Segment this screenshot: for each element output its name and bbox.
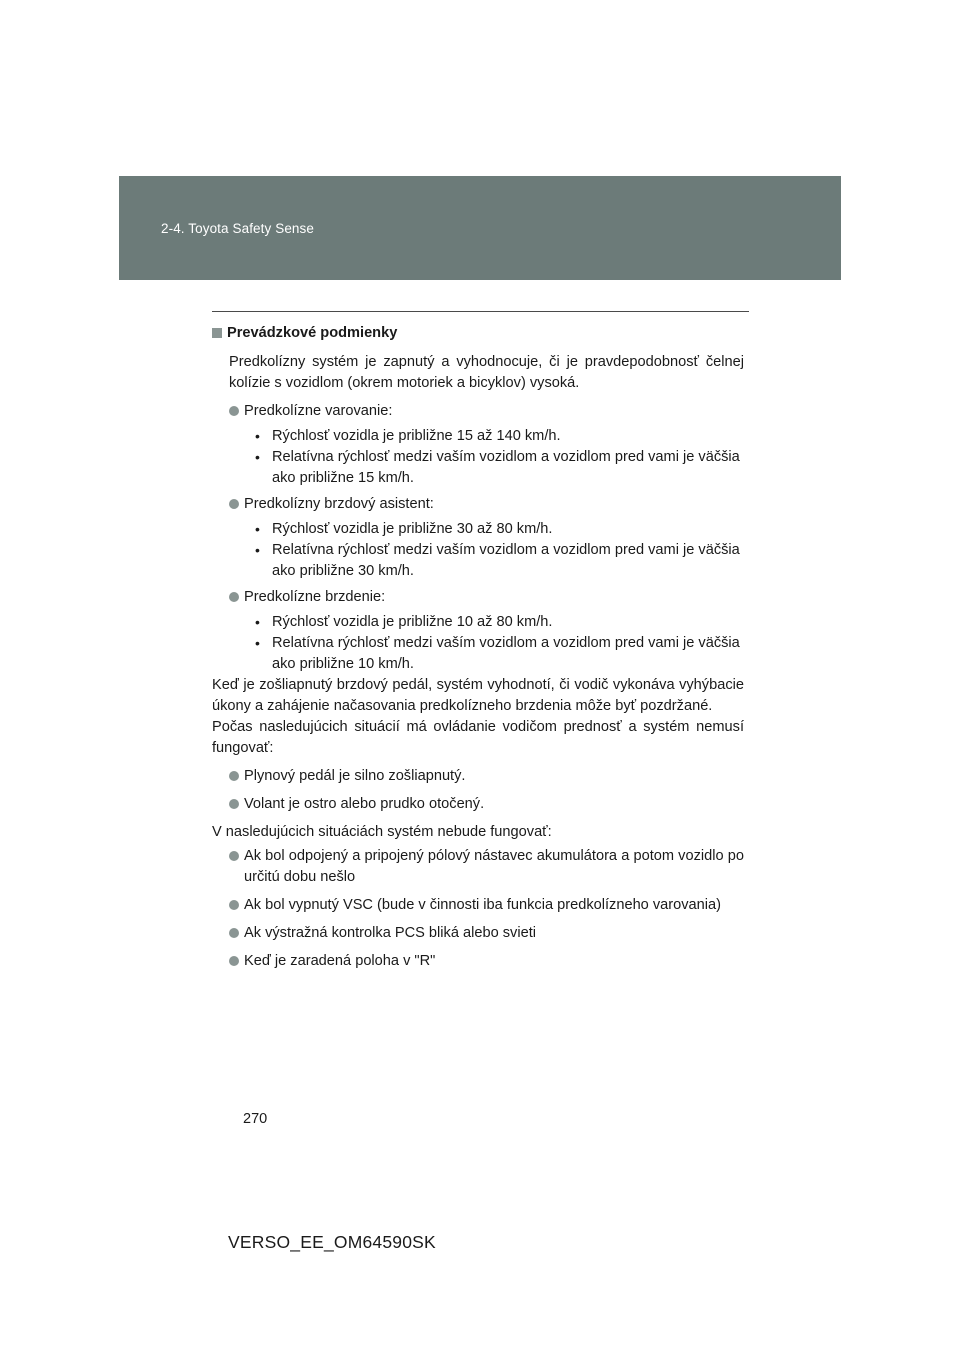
condition-braking — [229, 587, 744, 608]
heading-text: Prevádzkové podmienky — [227, 325, 398, 341]
inactive-item: Ak bol odpojený a pripojený pólový nástavec akumulátora a potom vozidlo po určitú dobu nešlo — [229, 846, 744, 888]
override-note: Počas nasledujúcich situácií má ovládanie vodičom prednosť a systém nemusí fungovať: — [212, 719, 744, 756]
condition-braking-items — [229, 612, 744, 675]
section-title: 2-4. Toyota Safety Sense — [161, 221, 314, 236]
inactive-item: Ak bol vypnutý VSC (bude v činnosti iba funkcia predkolízneho varovania) — [229, 895, 744, 916]
square-bullet-icon — [212, 328, 222, 338]
list-item: • Relatívna rýchlosť medzi vaším vozidlom a vozidlom pred vami je väčšia ako približne 10 km/h. — [255, 635, 740, 672]
condition-warning — [229, 401, 744, 422]
override-item: Plynový pedál je silno zošliapnutý. — [229, 766, 744, 787]
intro-paragraph: Predkolízny systém je zapnutý a vyhodnocuje, či je pravdepodobnosť čelnej kolízie s vozidlom (okrem motoriek a bicyklov) vysoká. — [229, 354, 744, 391]
inactive-item: Ak výstražná kontrolka PCS bliká alebo svieti — [229, 923, 744, 944]
circle-bullet-icon — [229, 851, 239, 861]
page-number: 270 — [243, 1111, 268, 1127]
condition-brake-assist — [229, 494, 744, 515]
page-content — [212, 323, 744, 979]
list-item: • Relatívna rýchlosť medzi vaším vozidlom a vozidlom pred vami je väčšia ako približne 15 km/h. — [255, 449, 740, 486]
condition-label: Predkolízny brzdový asistent: — [244, 496, 434, 512]
list-item: • Rýchlosť vozidla je približne 30 až 80 km/h. — [255, 521, 553, 537]
condition-label: Predkolízne varovanie: — [244, 403, 393, 419]
inactive-note: V nasledujúcich situáciách systém nebude fungovať: — [212, 824, 552, 840]
condition-warning-items — [229, 426, 744, 489]
circle-bullet-icon — [229, 406, 239, 416]
circle-bullet-icon — [229, 771, 239, 781]
document-code: VERSO_EE_OM64590SK — [228, 1232, 436, 1252]
brake-note: Keď je zošliapnutý brzdový pedál, systém vyhodnotí, či vodič vykonáva vyhýbacie úkony a zahájenie načasovania predkolízneho brzdenia môže byť pozdržané. — [212, 677, 744, 714]
divider — [212, 311, 749, 312]
condition-brake-assist-items — [229, 519, 744, 582]
circle-bullet-icon — [229, 499, 239, 509]
circle-bullet-icon — [229, 928, 239, 938]
circle-bullet-icon — [229, 900, 239, 910]
section-heading — [212, 323, 744, 344]
condition-label: Predkolízne brzdenie: — [244, 589, 386, 605]
override-item: Volant je ostro alebo prudko otočený. — [229, 794, 744, 815]
inactive-item: Keď je zaradená poloha v "R" — [229, 951, 744, 972]
circle-bullet-icon — [229, 799, 239, 809]
list-item: • Rýchlosť vozidla je približne 10 až 80 km/h. — [255, 614, 553, 630]
header-band — [119, 176, 841, 280]
circle-bullet-icon — [229, 592, 239, 602]
list-item: • Rýchlosť vozidla je približne 15 až 140 km/h. — [255, 428, 561, 444]
list-item: • Relatívna rýchlosť medzi vaším vozidlom a vozidlom pred vami je väčšia ako približne 30 km/h. — [255, 542, 740, 579]
circle-bullet-icon — [229, 956, 239, 966]
